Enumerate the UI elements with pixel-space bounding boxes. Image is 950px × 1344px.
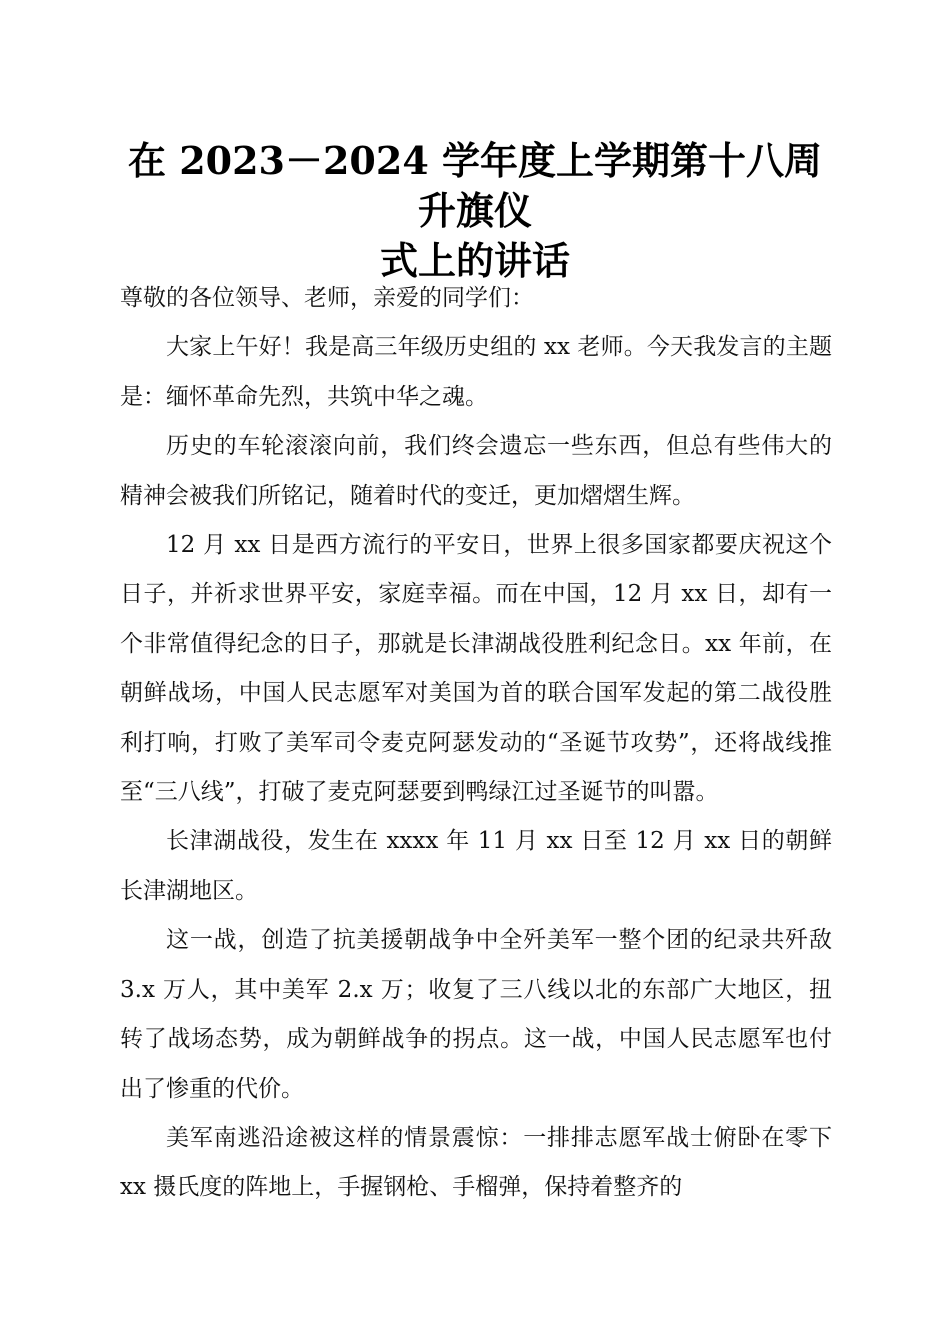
- paragraph-scene: 美军南逃沿途被这样的情景震惊：一排排志愿军战士俯卧在零下 xx 摄氏度的阵地上，手握钢枪、手榴弹，保持着整齐的: [120, 1124, 832, 1201]
- page-title: [110, 136, 840, 286]
- paragraph-history: 历史的车轮滚滚向前，我们终会遗忘一些东西，但总有些伟大的精神会被我们所铭记，随着时代的变迁，更加熠熠生辉。: [120, 433, 832, 509]
- speech-body: [120, 274, 832, 1213]
- title-line-1: 在 2023－2024 学年度上学期第十八周升旗仪: [128, 138, 822, 233]
- paragraph-battle-result: 这一战，创造了抗美援朝战争中全歼美军一整个团的纪录共歼敌 3.x 万人，其中美军 2.x 万；收复了三八线以北的东部广大地区，扭转了战场态势，成为朝鲜战争的拐点。这一战，中国人民志愿军也付出了惨重的代价。: [120, 927, 832, 1102]
- paragraph-battle-date: 长津湖战役，发生在 xxxx 年 11 月 xx 日至 12 月 xx 日的朝鲜长津湖地区。: [120, 828, 832, 904]
- paragraph-anniversary: 12 月 xx 日是西方流行的平安日，世界上很多国家都要庆祝这个日子，并祈求世界平安，家庭幸福。而在中国，12 月 xx 日，却有一个非常值得纪念的日子，那就是长津湖战役胜利纪念日。xx 年前，在朝鲜战场，中国人民志愿军对美国为首的联合国军发起的第二战役胜利打响，打败了美军司令麦克阿瑟发动的“圣诞节攻势”，还将战线推至“三八线”，打破了麦克阿瑟要到鸭绿江过圣诞节的叫嚣。: [120, 532, 832, 806]
- title-line-2: 式上的讲话: [379, 238, 570, 283]
- paragraph-greeting: 大家上午好！我是高三年级历史组的 xx 老师。今天我发言的主题是：缅怀革命先烈，共筑中华之魂。: [120, 334, 832, 410]
- salutation: 尊敬的各位领导、老师，亲爱的同学们：: [120, 285, 534, 311]
